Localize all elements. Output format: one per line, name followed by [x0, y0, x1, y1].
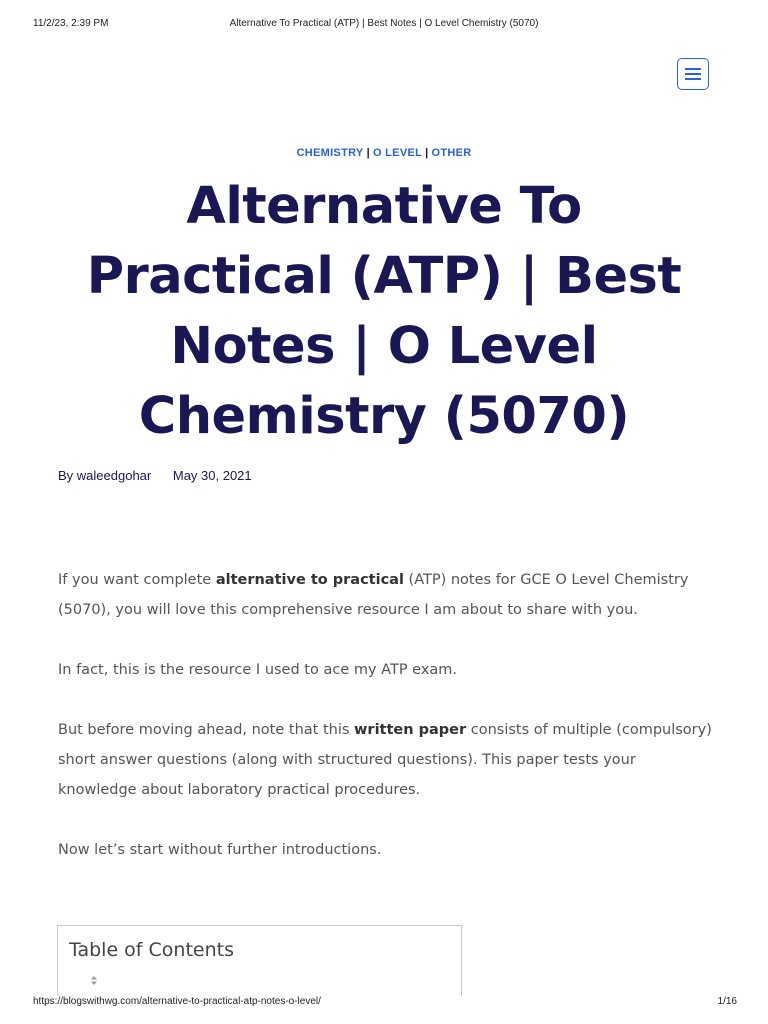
- post-date-link[interactable]: May 30, 2021: [172, 468, 252, 483]
- hamburger-menu-icon: [685, 67, 701, 81]
- print-footer: [0, 996, 768, 1010]
- post-categories: [0, 147, 768, 159]
- bold-text: written paper: [354, 722, 467, 738]
- text: (ATP) notes for GCE O Level Chemistry (5070), you will love this comprehensive resource I am about to share with you.: [58, 572, 689, 618]
- intro-paragraph: [58, 565, 718, 625]
- menu-button[interactable]: [677, 58, 709, 90]
- table-of-contents: [57, 925, 462, 1005]
- text: consists of multiple (compulsory) short answer questions (along with structured questions). This paper tests your knowledge about laboratory practical procedures.: [58, 722, 712, 798]
- category-link-chemistry[interactable]: CHEMISTRY: [296, 147, 364, 159]
- post-meta: [58, 468, 252, 483]
- print-datetime: 11/2/23, 2:39 PM: [33, 18, 109, 29]
- text: But before moving ahead, note that this: [58, 722, 355, 738]
- category-separator: |: [425, 147, 429, 159]
- post-content: [58, 565, 718, 895]
- print-page-number: 1/16: [717, 996, 737, 1007]
- print-document-title: Alternative To Practical (ATP) | Best Notes | O Level Chemistry (5070): [229, 18, 539, 29]
- paragraph: Now let’s start without further introductions.: [58, 842, 382, 858]
- category-link-o-level[interactable]: O LEVEL: [372, 147, 423, 159]
- page-title: Alternative To Practical (ATP) | Best Notes | O Level Chemistry (5070): [86, 177, 682, 446]
- toc-title: Table of Contents: [69, 939, 234, 961]
- text: If you want complete: [58, 572, 216, 588]
- print-url: https://blogswithwg.com/alternative-to-practical-atp-notes-o-level/: [33, 996, 321, 1007]
- category-link-other[interactable]: OTHER: [431, 147, 472, 159]
- print-header: [0, 18, 768, 32]
- paragraph: [58, 715, 718, 805]
- paragraph: In fact, this is the resource I used to ace my ATP exam.: [58, 662, 458, 678]
- post-author-link[interactable]: By waleedgohar: [58, 468, 152, 483]
- category-separator: |: [366, 147, 370, 159]
- expand-toggle-icon[interactable]: [91, 976, 97, 985]
- bold-text: alternative to practical: [215, 572, 404, 588]
